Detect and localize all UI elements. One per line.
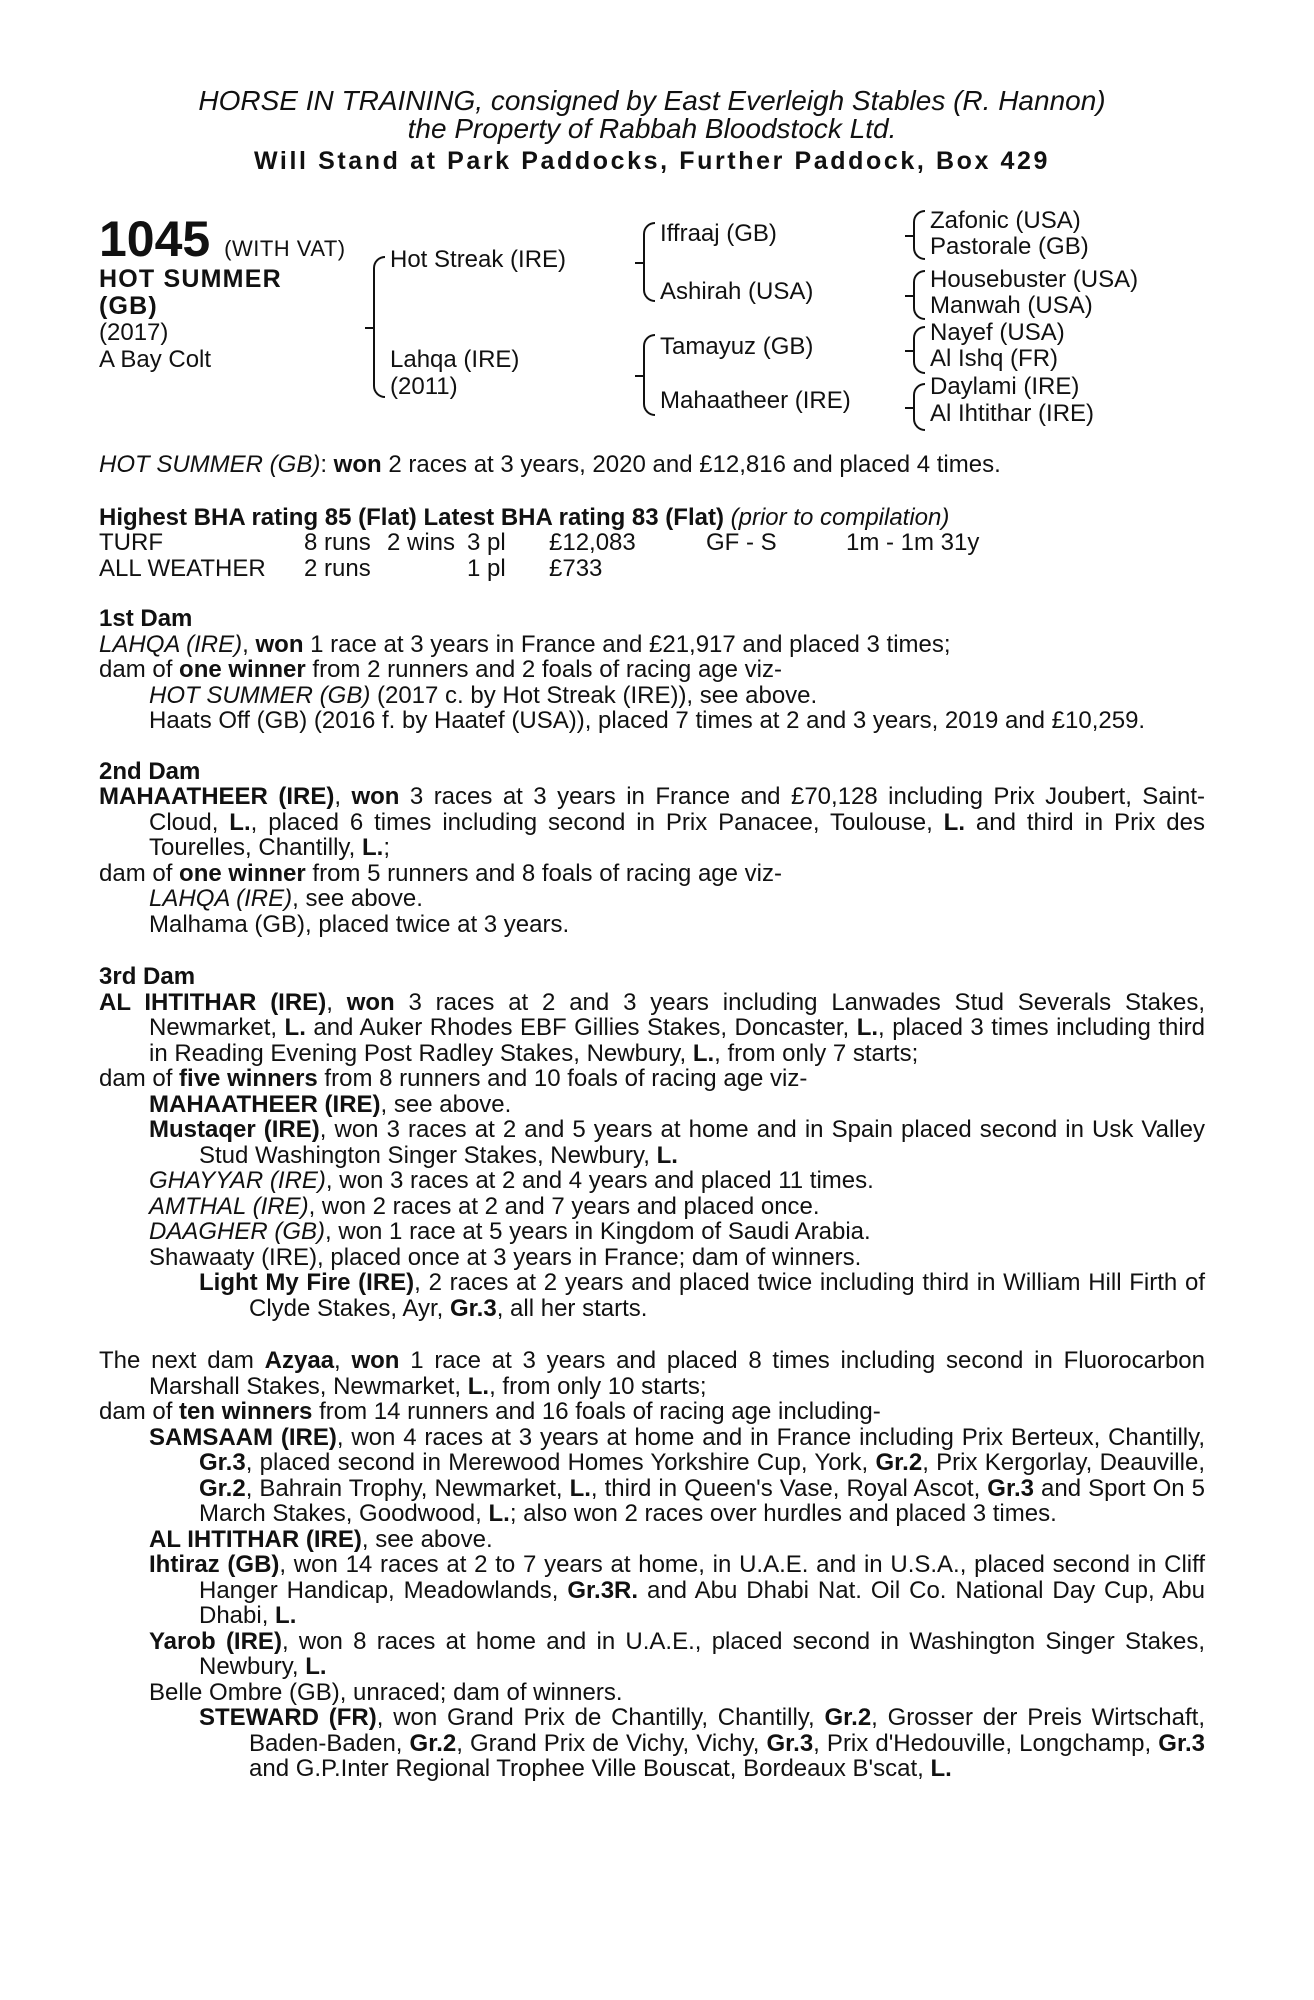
dam3-produce: dam of five winners from 8 runners and 10 foals of racing age viz- <box>99 1065 808 1092</box>
dam1-record: LAHQA (IRE), won 1 race at 3 years in France and £21,917 and placed 3 times; <box>99 630 951 658</box>
dam1-offspring-1: HOT SUMMER (GB) (2017 c. by Hot Streak (IRE)), see above. <box>149 681 818 709</box>
header-property-line: the Property of Rabbah Bloodstock Ltd. <box>407 113 897 144</box>
dam1-produce: dam of one winner from 2 runners and 2 foals of racing age viz- <box>99 656 782 683</box>
dam-parents-brace <box>643 334 655 416</box>
horse-name: HOT SUMMER <box>99 265 282 293</box>
ggp-2: Pastorale (GB) <box>930 233 1089 260</box>
sire-sire: Iffraaj (GB) <box>660 220 777 247</box>
next-dam-offspring-ihtiraz: Ihtiraz (GB), won 14 races at 2 to 7 years at home, in U.A.E. and in U.S.A., placed second in Cliff Hanger Handicap, Meadowlands, Gr.3R. and Abu Dhabi Nat. Oil Co. National Day Cup, Abu Dhabi, L. <box>149 1551 1206 1629</box>
dam3-record: AL IHTITHAR (IRE), won 3 races at 2 and 3 years including Lanwades Stud Severals Stakes, Newmarket, L. and Auker Rhodes EBF Gillies Stakes, Doncaster, L., placed 3 times including third in Reading Evening Post Radley Stakes, Newbury, L., from only 7 starts; <box>99 988 1206 1067</box>
horse-country: (GB) <box>99 292 158 320</box>
dam3-offspring-1: MAHAATHEER (IRE), see above. <box>149 1090 512 1118</box>
next-dam-offspring-samsaam: SAMSAAM (IRE), won 4 races at 3 years at home and in France including Prix Berteux, Chantilly, Gr.3, placed second in Merewood Homes Yorkshire Cup, York, Gr.2, Prix Kergorlay, Deauville, Gr.2, Bahrain Trophy, Newmarket, L., third in Queen's Vase, Royal Ascot, Gr.3 and Sport On 5 March Stakes, Goodwood, L.; also won 2 races over hurdles and placed 3 times. <box>149 1423 1206 1527</box>
dam-sire: Tamayuz (GB) <box>660 333 814 360</box>
dam2-heading: 2nd Dam <box>99 757 201 785</box>
dam2-offspring-2: Malhama (GB), placed twice at 3 years. <box>149 910 570 938</box>
next-dam-grand-offspring-steward: STEWARD (FR), won Grand Prix de Chantilly, Chantilly, Gr.2, Grosser der Preis Wirtschaft, Baden-Baden, Gr.2, Grand Prix de Vichy, Vichy, Gr.3, Prix d'Hedouville, Longchamp, Gr.3 and G.P.Inter Regional Trophee Ville Bouscat, Bordeaux B'scat, L. <box>199 1704 1205 1782</box>
ggp-brace-3 <box>913 326 925 374</box>
dam3-offspring-2: Mustaqer (IRE), won 3 races at 2 and 5 years at home and in Spain placed second in Usk Valley Stud Washington Singer Stakes, Newbury, L. <box>149 1116 1205 1169</box>
parents-brace <box>373 256 385 398</box>
horse-description: A Bay Colt <box>99 346 212 373</box>
ggp-brace-2 <box>913 270 925 320</box>
dam2-produce: dam of one winner from 5 runners and 8 foals of racing age viz- <box>99 859 782 887</box>
catalogue-body <box>99 452 1205 1782</box>
foaling-year: (2017) <box>99 319 169 346</box>
dam3-grand-offspring: Light My Fire (IRE), 2 races at 2 years and placed twice including third in William Hill Firth of Clyde Stakes, Ayr, Gr.3, all her starts. <box>199 1269 1206 1322</box>
sire-dam: Ashirah (USA) <box>660 278 814 305</box>
vat-label: (WITH VAT) <box>224 236 346 261</box>
next-dam-offspring-al-ihtithar: AL IHTITHAR (IRE), see above. <box>149 1525 493 1553</box>
race-summary: HOT SUMMER (GB): won 2 races at 3 years, 2020 and £12,816 and placed 4 times. <box>99 451 1001 478</box>
ggp-7: Daylami (IRE) <box>930 373 1080 400</box>
dam2-record: MAHAATHEER (IRE), won 3 races at 3 years in France and £70,128 including Prix Joubert, Saint-Cloud, L., placed 6 times including second in Prix Panacee, Toulouse, L. and third in Prix des Tourelles, Chantilly, L.; <box>99 783 1206 861</box>
next-dam-produce: dam of ten winners from 14 runners and 16 foals of racing age including- <box>99 1398 881 1425</box>
dam3-offspring-4: AMTHAL (IRE), won 2 races at 2 and 7 years and placed once. <box>149 1192 820 1220</box>
next-dam-record: The next dam Azyaa, won 1 race at 3 years and placed 8 times including second in Fluorocarbon Marshall Stakes, Newmarket, L., from only 10 starts; <box>99 1347 1205 1400</box>
dam1-heading: 1st Dam <box>99 605 193 632</box>
dam2-offspring-1: LAHQA (IRE), see above. <box>149 885 423 912</box>
ggp-1: Zafonic (USA) <box>930 207 1081 234</box>
sire: Hot Streak (IRE) <box>390 246 567 273</box>
dam-year: (2011) <box>390 373 458 400</box>
ggp-8: Al Ihtithar (IRE) <box>930 400 1095 427</box>
dam-dam: Mahaatheer (IRE) <box>660 387 851 414</box>
dam1-offspring-2: Haats Off (GB) (2016 f. by Haatef (USA)), placed 7 times at 2 and 3 years, 2019 and £10,259. <box>149 707 1146 734</box>
ratings-turf-row: TURF 8 runs 2 wins 3 pl £12,083 GF - S 1m - 1m 31y <box>99 529 980 556</box>
header-consignor-line: HORSE IN TRAINING, consigned by East Everleigh Stables (R. Hannon) <box>198 85 1106 116</box>
next-dam-offspring-yarob: Yarob (IRE), won 8 races at home and in U.A.E., placed second in Washington Singer Stakes, Newbury, L. <box>149 1627 1205 1680</box>
ggp-brace-4 <box>913 383 925 431</box>
dam: Lahqa (IRE) <box>390 346 520 373</box>
ggp-3: Housebuster (USA) <box>930 266 1139 293</box>
lot-number: 1045 <box>99 211 211 267</box>
dam3-offspring-5: DAAGHER (GB), won 1 race at 5 years in Kingdom of Saudi Arabia. <box>149 1218 871 1245</box>
dam3-heading: 3rd Dam <box>99 963 196 990</box>
dam3-offspring-6: Shawaaty (IRE), placed once at 3 years in France; dam of winners. <box>149 1243 862 1271</box>
ggp-6: Al Ishq (FR) <box>930 345 1059 372</box>
ggp-4: Manwah (USA) <box>930 292 1093 319</box>
ratings-heading: Highest BHA rating 85 (Flat) Latest BHA rating 83 (Flat) (prior to compilation) <box>99 503 950 531</box>
next-dam-offspring-belle-ombre: Belle Ombre (GB), unraced; dam of winners. <box>149 1678 623 1706</box>
ratings-aw-row: ALL WEATHER 2 runs 1 pl £733 <box>99 554 603 582</box>
ggp-5: Nayef (USA) <box>930 319 1065 346</box>
header-location-line: Will Stand at Park Paddocks, Further Paddock, Box 429 <box>253 147 1051 175</box>
ggp-brace-1 <box>913 210 925 260</box>
dam3-offspring-3: GHAYYAR (IRE), won 3 races at 2 and 4 years and placed 11 times. <box>149 1167 874 1194</box>
sire-parents-brace <box>643 222 655 302</box>
